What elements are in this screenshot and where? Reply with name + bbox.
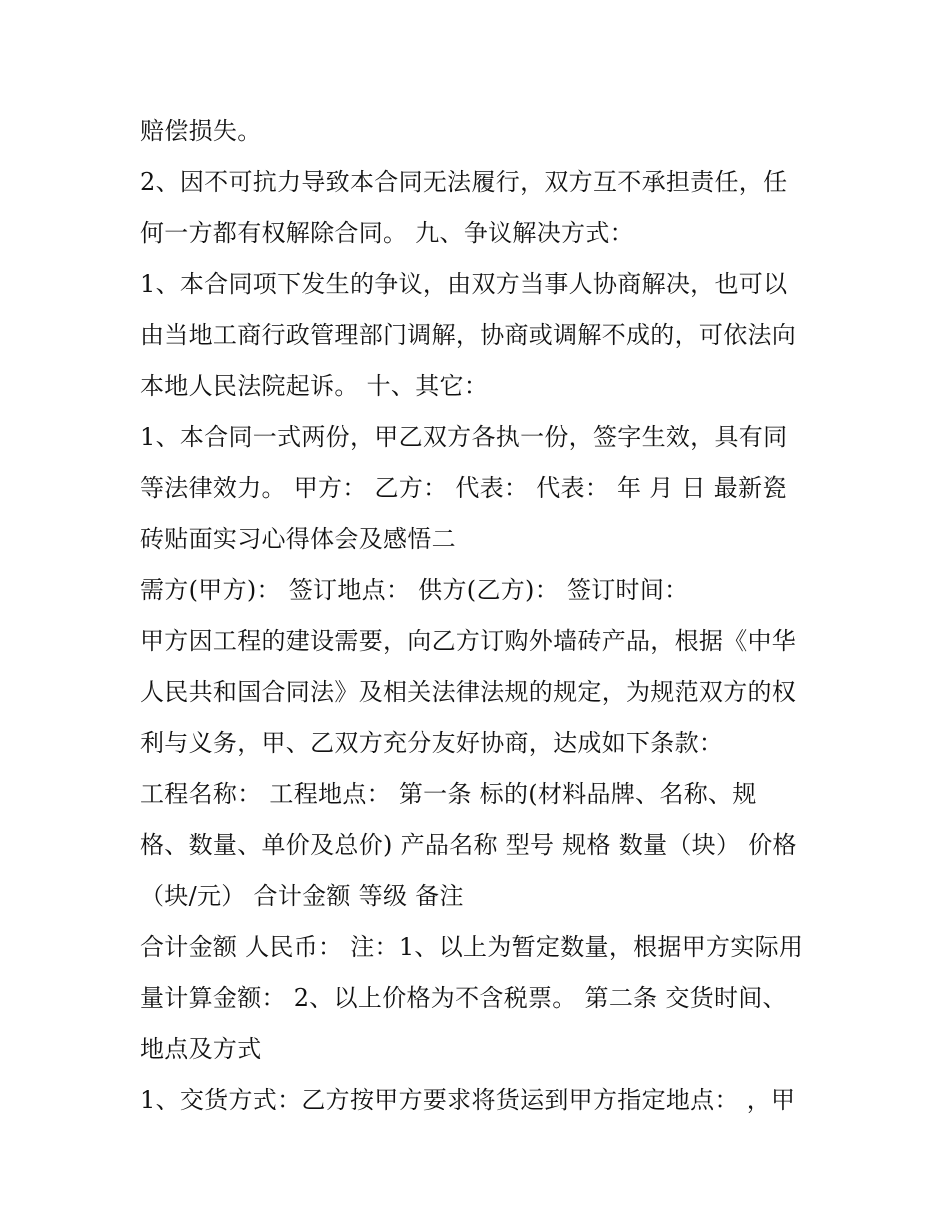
text-line: 合计金额 人民币： 注：1、以上为暂定数量，根据甲方实际用 bbox=[140, 933, 804, 961]
text-line: 何一方都有权解除合同。 九、争议解决方式： bbox=[140, 219, 634, 247]
text-line: 甲方因工程的建设需要，向乙方订购外墙砖产品，根据《中华 bbox=[140, 627, 797, 655]
text-line: 人民共和国合同法》及相关法律法规的规定，为规范双方的权 bbox=[140, 678, 797, 706]
text-line: 本地人民法院起诉。 十、其它： bbox=[140, 372, 489, 400]
text-line: 格、数量、单价及总价) 产品名称 型号 规格 数量（块） 价格 bbox=[140, 831, 797, 859]
text-line: 地点及方式 bbox=[140, 1035, 262, 1063]
text-line: 1、本合同一式两份，甲乙双方各执一份，签字生效，具有同 bbox=[140, 423, 788, 451]
text-line: 由当地工商行政管理部门调解，协商或调解不成的，可依法向 bbox=[140, 321, 797, 349]
text-line: 等法律效力。 甲方： 乙方： 代表： 代表： 年 月 日 最新瓷 bbox=[140, 474, 787, 502]
document-body bbox=[140, 106, 820, 1126]
text-line: 2、因不可抗力导致本合同无法履行，双方互不承担责任，任 bbox=[140, 168, 788, 196]
text-line: 利与义务，甲、乙双方充分友好协商，达成如下条款： bbox=[140, 729, 724, 757]
text-line: 赔偿损失。 bbox=[140, 117, 262, 145]
text-line: 砖贴面实习心得体会及感悟二 bbox=[140, 525, 456, 553]
text-line: 量计算金额： 2、以上价格为不含税票。 第二条 交货时间、 bbox=[140, 984, 787, 1012]
text-line: （块/元） 合计金额 等级 备注 bbox=[140, 882, 464, 910]
text-line: 需方(甲方)： 签订地点： 供方(乙方)： 签订时间： bbox=[140, 576, 689, 604]
text-line: 1、交货方式：乙方按甲方要求将货运到甲方指定地点： ，甲 bbox=[140, 1086, 796, 1114]
text-line: 1、本合同项下发生的争议，由双方当事人协商解决，也可以 bbox=[140, 270, 788, 298]
text-line: 工程名称： 工程地点： 第一条 标的(材料品牌、名称、规 bbox=[140, 780, 757, 808]
